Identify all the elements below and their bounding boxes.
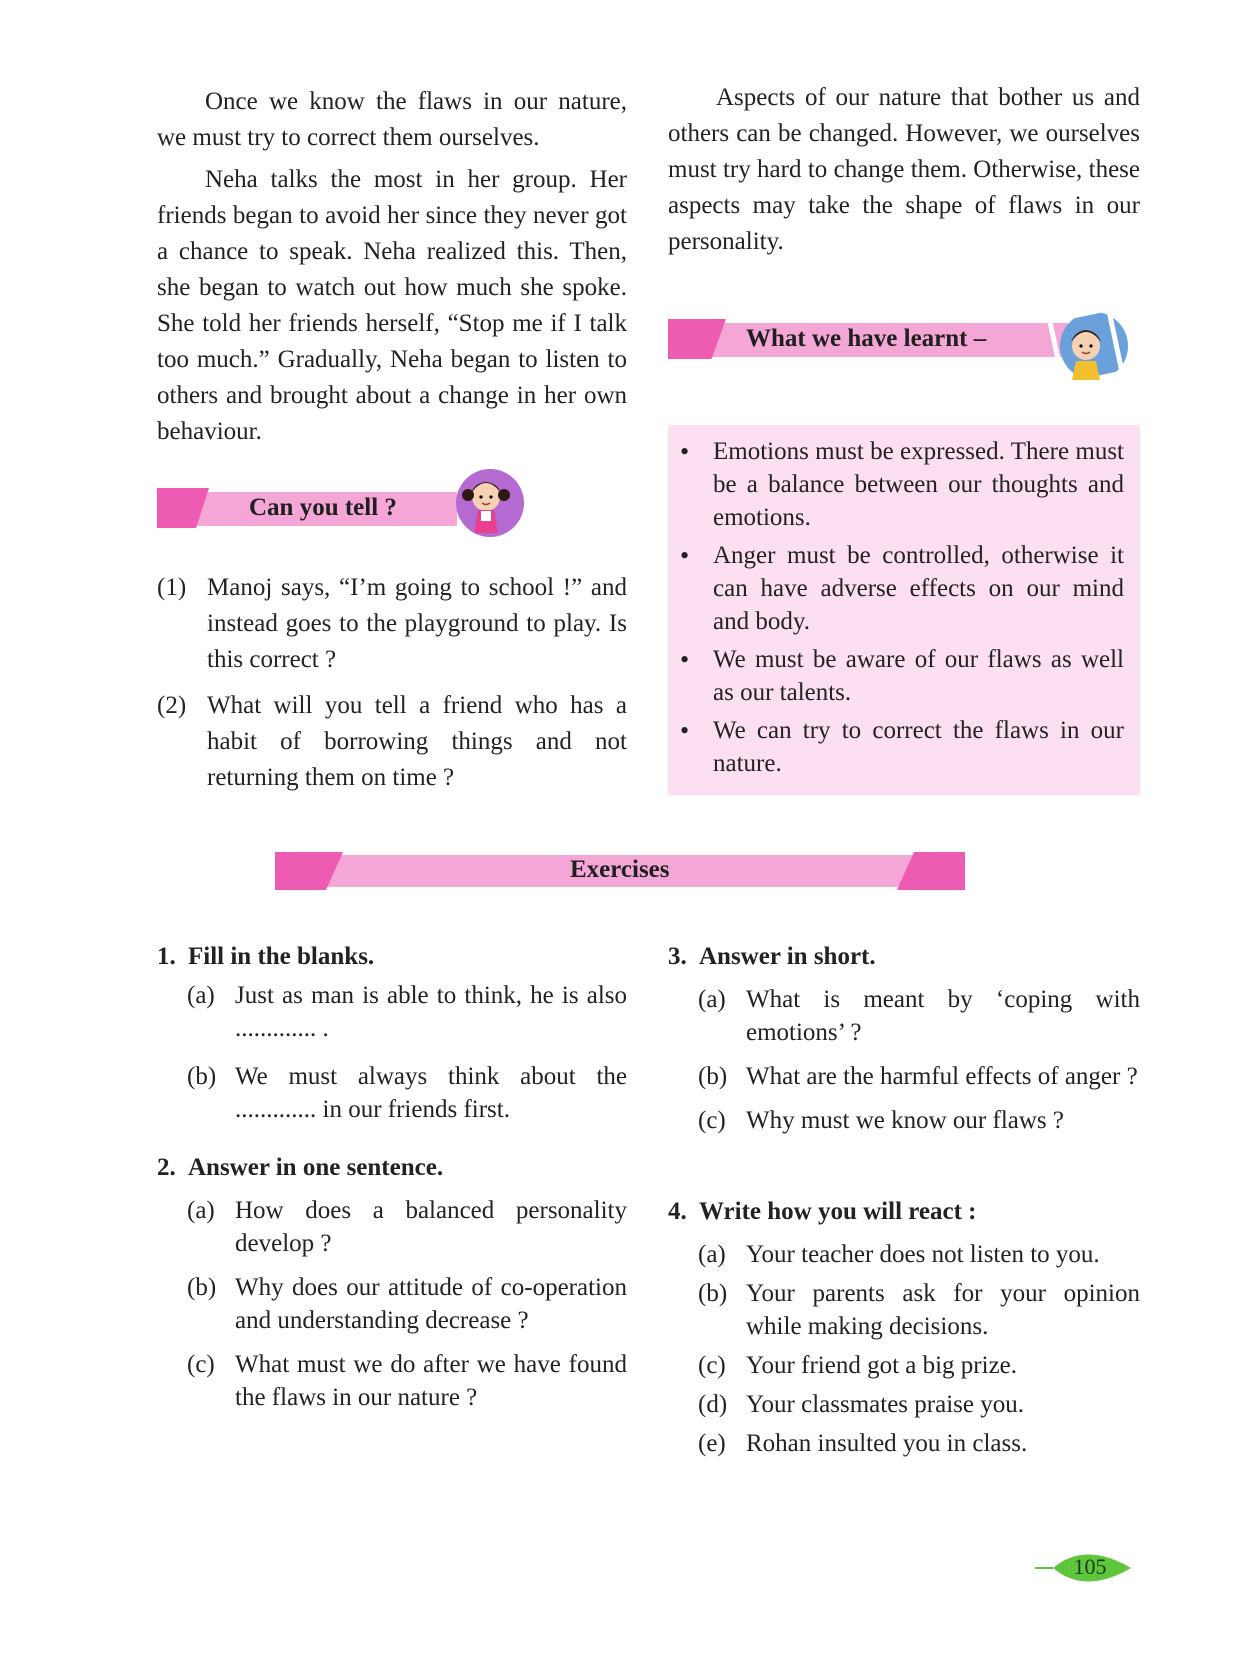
paragraph: Once we know the flaws in our nature, we must try to correct them ourselves. [157,88,627,151]
list-item: (c) What must we do after we have found the flaws in our nature ? [187,1351,627,1411]
list-item: (b) Your parents ask for your opinion while making decisions. [698,1280,1140,1340]
exercise-3 [668,940,1140,1137]
paragraph: Neha talks the most in her group. Her friends began to avoid her since they never got a chance to speak. Neha realized this. Then, she began to watch out how much she spoke. She told her friends herself, “Stop me if I talk too much.” Gradually, Neha began to listen to others and brought about a change in her own behaviour. [157,166,627,445]
boy-avatar-icon [1040,306,1132,392]
exercise-heading: 3. Answer in short. [668,943,876,970]
list-item: (c) Your friend got a big prize. [698,1352,1018,1379]
left-column-text [157,84,627,450]
list-item: (e) Rohan insulted you in class. [698,1430,1028,1457]
exercise-4 [668,1195,1140,1460]
list-item: (a) What is meant by ‘coping with emotions’ ? [698,986,1140,1046]
exercise-heading: 1. Fill in the blanks. [157,943,375,970]
paragraph: Aspects of our nature that bother us and others can be changed. However, we ourselves must try hard to change them. Otherwise, these aspects may take the shape of flaws in our personality. [668,84,1140,255]
list-item: (b) Why does our attitude of co-operation and understanding decrease ? [187,1274,627,1334]
list-item: • Emotions must be expressed. There must be a balance between our thoughts and emotions. [680,437,1124,531]
section-title: What we have learnt – [746,325,987,352]
page-number: 105 [1035,1549,1135,1587]
girl-avatar-icon [452,463,524,543]
exercise-2 [157,1151,627,1414]
exercise-1 [157,940,627,1126]
right-column-text [668,80,1140,260]
list-item: (c) Why must we know our flaws ? [698,1107,1064,1134]
list-item: (a) Your teacher does not listen to you. [698,1241,1100,1268]
list-item: (b) What are the harmful effects of anger ? [698,1063,1138,1090]
can-you-tell-questions [157,570,627,796]
list-item: • We can try to correct the flaws in our nature. [680,716,1124,777]
list-item: (a) Just as man is able to think, he is also ............. . [187,982,627,1042]
section-title: Can you tell ? [249,494,397,521]
list-item: • Anger must be controlled, otherwise it can have adverse effects on our mind and body. [680,541,1124,635]
list-item: (a) How does a balanced personality develop ? [187,1197,627,1257]
list-item: (2) What will you tell a friend who has a habit of borrowing things and not returning them on time ? [157,692,627,791]
what-we-have-learnt-banner [668,319,1068,365]
list-item: (b) We must always think about the ............. in our friends first. [187,1063,627,1123]
exercise-heading: 4. Write how you will react : [668,1198,977,1225]
list-item: (d) Your classmates praise you. [698,1391,1024,1418]
section-title: Exercises [570,856,670,883]
exercise-heading: 2. Answer in one sentence. [157,1154,444,1181]
list-item: • We must be aware of our flaws as well as our talents. [680,645,1124,706]
learnt-list [678,435,1124,785]
list-item: (1) Manoj says, “I’m going to school !” and instead goes to the playground to play. Is this correct ? [157,574,627,673]
exercises-banner [275,852,965,894]
